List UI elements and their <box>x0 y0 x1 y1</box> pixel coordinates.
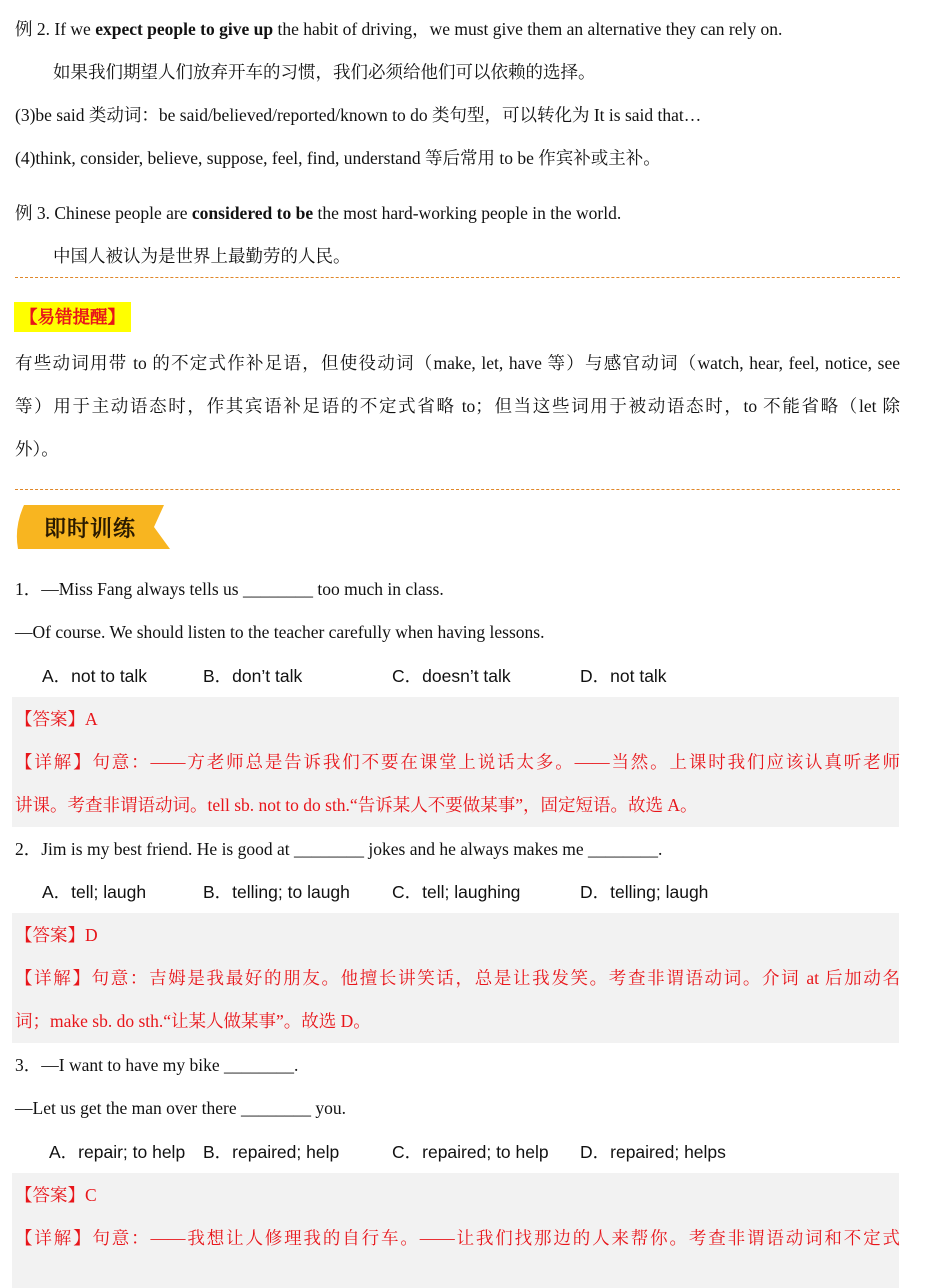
question-3-line-1: 3．—I want to have my bike ________. <box>15 1055 299 1075</box>
rule-3: (3)be said 类动词：be said/believed/reported/known to do 类句型，可以转化为 It is said that… <box>15 105 702 125</box>
question-3-option-d: D．repaired; helps <box>580 1142 726 1162</box>
warning-line-2: 等）用于主动语态时，作其宾语补足语的不定式省略 to；但当这些词用于被动语态时，to 不能省略（let 除 <box>15 396 900 416</box>
question-1-line-1: 1．—Miss Fang always tells us ________ too much in class. <box>15 579 444 599</box>
answer-2: 【答案】D <box>15 925 98 945</box>
question-3-option-b: B．repaired; help <box>203 1142 340 1162</box>
question-3-line-2: —Let us get the man over there ________ you. <box>15 1098 346 1118</box>
warning-line-3: 外）。 <box>15 439 59 459</box>
question-3-option-a: A．repair; to help <box>49 1142 186 1162</box>
divider <box>15 277 900 278</box>
example-2-translation: 如果我们期望人们放弃开车的习惯，我们必须给他们可以依赖的选择。 <box>53 62 596 82</box>
section-title: 即时训练 <box>44 517 137 542</box>
example-3-prefix: 例 3. Chinese people are <box>15 203 192 223</box>
question-1-option-a: A．not to talk <box>42 666 148 686</box>
rule-4: (4)think, consider, believe, suppose, feel, find, understand 等后常用 to be 作宾补或主补。 <box>15 148 661 168</box>
question-1-option-d: D．not talk <box>580 666 667 686</box>
example-3-sentence <box>15 202 621 224</box>
explanation-2-line-1: 【详解】句意：吉姆是我最好的朋友。他擅长讲笑话，总是让我发笑。考查非谓语动词。介词 at 后加动名 <box>15 968 900 988</box>
example-2-bold: expect people to give up <box>95 19 274 39</box>
question-2-option-b: B．telling; to laugh <box>203 882 350 902</box>
example-3-bold: considered to be <box>191 203 314 223</box>
explanation-2-line-2: 词；make sb. do sth.“让某人做某事”。故选 D。 <box>15 1011 371 1031</box>
example-2-sentence <box>15 18 782 40</box>
explanation-1-line-1: 【详解】句意：——方老师总是告诉我们不要在课堂上说话太多。——当然。上课时我们应该认真听老师 <box>15 752 900 772</box>
error-reminder-tag: 【易错提醒】 <box>14 302 131 332</box>
answer-3: 【答案】C <box>15 1185 97 1205</box>
question-2-line-1: 2．Jim is my best friend. He is good at ________ jokes and he always makes me ________. <box>15 839 663 859</box>
explanation-3-line-1: 【详解】句意：——我想让人修理我的自行车。——让我们找那边的人来帮你。考查非谓语动词和不定式 <box>15 1228 900 1248</box>
question-1-option-b: B．don’t talk <box>203 666 303 686</box>
example-2-prefix: 例 2. If we <box>15 19 96 39</box>
question-1-option-c: C．doesn’t talk <box>392 666 511 686</box>
example-3-translation: 中国人被认为是世界上最勤劳的人民。 <box>53 246 351 266</box>
example-3-suffix: the most hard-working people in the world. <box>313 203 622 223</box>
question-2-option-d: D．telling; laugh <box>580 882 709 902</box>
question-2-option-a: A．tell; laugh <box>42 882 147 902</box>
question-2-option-c: C．tell; laughing <box>392 882 521 902</box>
divider <box>15 489 900 490</box>
answer-1: 【答案】A <box>15 709 98 729</box>
example-2-suffix: the habit of driving，we must give them an alternative they can rely on. <box>273 19 783 39</box>
question-1-line-2: —Of course. We should listen to the teacher carefully when having lessons. <box>15 622 545 642</box>
explanation-1-line-2: 讲课。考查非谓语动词。tell sb. not to do sth.“告诉某人不要做某事”，固定短语。故选 A。 <box>15 795 698 815</box>
warning-line-1: 有些动词用带 to 的不定式作补足语，但使役动词（make, let, have 等）与感官动词（watch, hear, feel, notice, see <box>15 353 900 373</box>
question-3-option-c: C．repaired; to help <box>392 1142 549 1162</box>
